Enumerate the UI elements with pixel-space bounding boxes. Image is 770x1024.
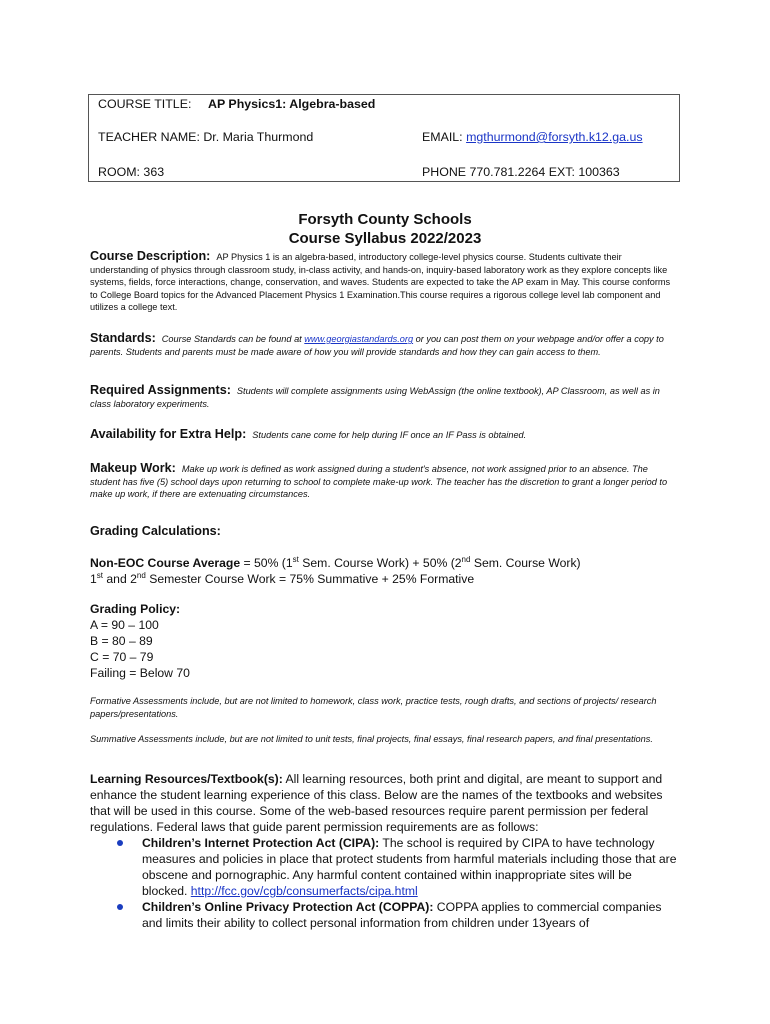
formula-part: 1 [90, 572, 97, 586]
grade-scale-item: Failing = Below 70 [90, 666, 190, 680]
grade-scale-item: C = 70 – 79 [90, 650, 154, 664]
course-description-label: Course Description: [90, 249, 211, 263]
room-number: ROOM: 363 [98, 165, 165, 179]
grading-calculations-formula [90, 555, 678, 587]
email-link[interactable]: mgthurmond@forsyth.k12.ga.us [466, 130, 643, 144]
grading-calculations-label: Grading Calculations: [90, 524, 221, 538]
course-info-box [88, 94, 680, 182]
makeup-work-text: Make up work is defined as work assigned during a student's absence, not work assigned prior to an absence. The student has five (5) school days upon returning to school to complete make-up work. The teacher has the discretion to grant a longer period to make up work, if there are extenuating circumstances. [90, 464, 668, 500]
course-title-label: COURSE TITLE: [98, 97, 192, 111]
course-description-text: AP Physics 1 is an algebra-based, introductory college-level physics course. Students cultivate their understanding of physics through classroom study, in-class activity, and hands-on, inquiry-based laboratory work as they explore concepts like systems, fields, force interactions, change, conservation, and waves. Students are expected to take the AP exam in May. This course conforms to College Board topics for the Advanced Placement Physics 1 Examination.This course requires a rigorous college level lab component and utilizes a college text. [90, 252, 671, 313]
course-average-label: Non-EOC Course Average [90, 556, 241, 570]
learning-resources-label: Learning Resources/Textbook(s): [90, 772, 283, 786]
formative-assessments-note: Formative Assessments include, but are not limited to homework, class work, practice tests, rough drafts, and sections of projects/ research papers/presentations. [90, 696, 657, 719]
coppa-title: Children’s Online Privacy Protection Act (COPPA): [142, 900, 434, 914]
semester-weight-line [90, 571, 678, 587]
standards-text-before: Course Standards can be found at [161, 334, 305, 344]
formula-part: and 2 [103, 572, 137, 586]
standards-link[interactable]: www.georgiastandards.org [304, 334, 414, 344]
cipa-link[interactable]: http://fcc.gov/cgb/consumerfacts/cipa.html [190, 884, 418, 898]
required-assignments-section [90, 384, 678, 410]
standards-section [90, 332, 678, 358]
makeup-work-label: Makeup Work: [90, 461, 176, 475]
standards-text-after: or you can post them on your webpage and/or offer a copy to parents. Students and parents must be made aware of how you will provide standards and how they can gain access to them. [90, 334, 664, 357]
course-average-line [90, 555, 678, 571]
federal-laws-list [90, 835, 678, 931]
email-field [422, 130, 643, 144]
course-title-value: AP Physics1: Algebra-based [208, 97, 376, 111]
cipa-text: The school is required by CIPA to have technology measures and policies in place that protect students from harmful materials including those that are obscene and pornographic. Any harmful content contained within inappropriate sites will be blocked. [142, 836, 677, 898]
ordinal-sup: nd [136, 570, 146, 580]
required-assignments-label: Required Assignments: [90, 383, 231, 397]
standards-label: Standards: [90, 331, 156, 345]
ordinal-sup: nd [461, 554, 471, 564]
formula-part: Sem. Course Work) [470, 556, 581, 570]
coppa-text: COPPA applies to commercial companies and limits their ability to collect personal information from children under 13years of [142, 900, 662, 930]
learning-resources-section [90, 771, 678, 931]
formula-part: = 50% (1 [240, 556, 293, 570]
bullet-icon [117, 840, 123, 846]
extra-help-label: Availability for Extra Help: [90, 427, 247, 441]
learning-resources-text: All learning resources, both print and digital, are meant to support and enhance the student learning experience of this class. Below are the names of the textbooks and websites that will be used in this course. Some of the web-based resources require parent permission per federal regulations. Federal laws that guide parent permission requirements are as follows: [90, 772, 663, 834]
list-item [90, 899, 678, 931]
extra-help-text: Students cane come for help during IF once an IF Pass is obtained. [252, 430, 527, 440]
email-label: EMAIL: [422, 130, 467, 144]
course-description-section [90, 250, 678, 314]
makeup-work-section [90, 462, 678, 501]
grading-policy-section [90, 601, 678, 681]
school-title: Forsyth County Schools [298, 211, 472, 228]
teacher-name: TEACHER NAME: Dr. Maria Thurmond [98, 130, 314, 144]
ordinal-sup: st [292, 554, 299, 564]
required-assignments-text: Students will complete assignments using WebAssign (the online textbook), AP Classroom, as well as in class laboratory experiments. [90, 386, 660, 409]
formula-part: Sem. Course Work) + 50% (2 [298, 556, 462, 570]
bullet-icon [117, 904, 123, 910]
grade-scale-item: A = 90 – 100 [90, 618, 159, 632]
grade-scale-item: B = 80 – 89 [90, 634, 153, 648]
syllabus-title: Course Syllabus 2022/2023 [288, 230, 482, 247]
formula-part: Semester Course Work = 75% Summative + 25% Formative [145, 572, 475, 586]
cipa-title: Children’s Internet Protection Act (CIPA): [142, 836, 380, 850]
summative-assessments-note: Summative Assessments include, but are not limited to unit tests, final projects, final essays, final research papers, and final presentations. [90, 734, 653, 744]
ordinal-sup: st [96, 570, 104, 580]
extra-help-section [90, 428, 678, 442]
grading-policy-label: Grading Policy: [90, 602, 181, 616]
phone-number: PHONE 770.781.2264 EXT: 100363 [422, 165, 620, 179]
list-item [90, 835, 678, 899]
